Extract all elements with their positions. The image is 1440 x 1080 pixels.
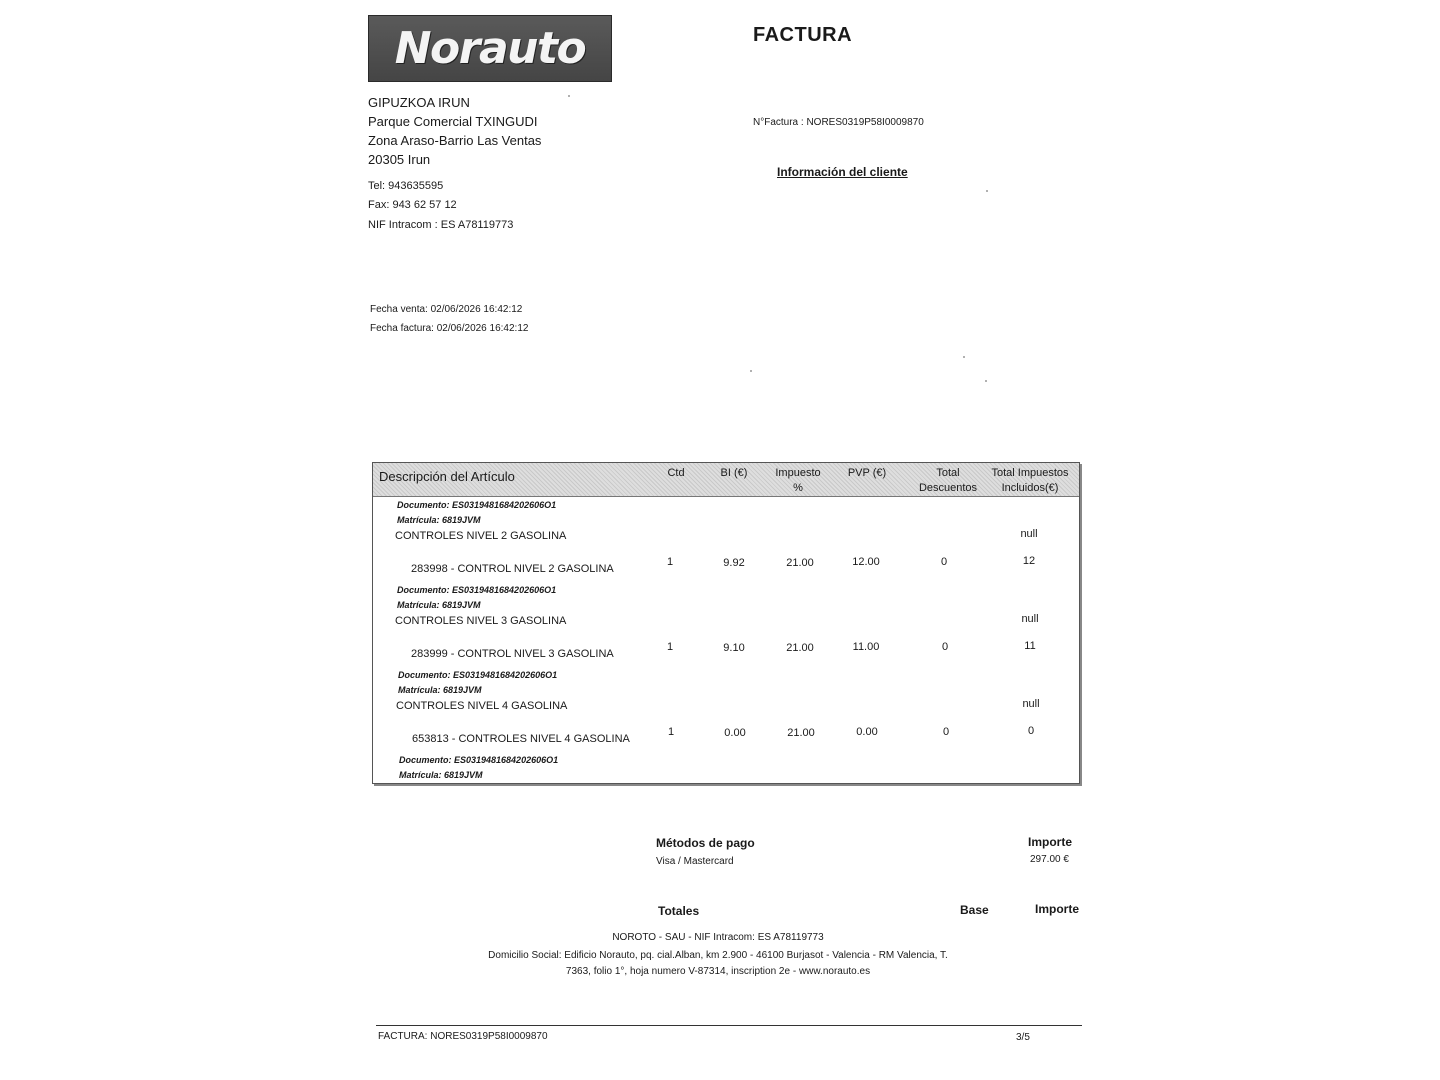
table-header [373, 463, 1079, 497]
store-fax: Fax: 943 62 57 12 [368, 199, 457, 211]
item-tax: 21.00 [786, 557, 814, 569]
footer-page: 3/5 [1016, 1032, 1030, 1043]
document-ref: Documento: ES0319481684202606O1 [399, 755, 559, 765]
totals-importe: Importe [1035, 902, 1080, 916]
company-registry: 7363, folio 1°, hoja numero V-87314, inscription 2e - www.norauto.es [565, 966, 871, 977]
header-total-line1: Total Impuestos [991, 467, 1069, 479]
item-qty: 1 [666, 641, 674, 653]
company-address: Domicilio Social: Edificio Norauto, pq. cial.Alban, km 2.900 - 46100 Burjasot - Valencia - RM Valencia, T. [488, 950, 948, 961]
item-bi: 9.92 [723, 557, 745, 569]
footer-divider [376, 1025, 1082, 1026]
store-tel: Tel: 943635595 [368, 180, 444, 192]
item-description: 653813 - CONTROLES NIVEL 4 GASOLINA [412, 733, 630, 745]
item-qty: 1 [666, 556, 674, 568]
payment-amount: 297.00 € [1030, 854, 1069, 865]
document-ref: Documento: ES0319481684202606O1 [397, 585, 557, 595]
header-discounts [911, 466, 985, 496]
totals-base: Base [960, 903, 989, 917]
item-total: 12 [1022, 555, 1036, 567]
payment-heading: Métodos de pago [656, 836, 755, 850]
logo-text: Norauto [394, 23, 586, 74]
norauto-logo [368, 15, 612, 82]
store-address-1: Parque Comercial TXINGUDI [368, 114, 538, 129]
store-postcode: 20305 Irun [368, 152, 431, 167]
group-name: CONTROLES NIVEL 3 GASOLINA [395, 615, 567, 627]
invoice-date: Fecha factura: 02/06/2026 16:42:12 [370, 323, 529, 334]
totals-heading: Totales [658, 904, 700, 918]
items-table [372, 462, 1080, 784]
document-ref: Documento: ES0319481684202606O1 [398, 670, 558, 680]
group-total: null [1022, 698, 1040, 710]
footer-invoice: FACTURA: NORES0319P58I0009870 [378, 1031, 548, 1042]
plate-ref: Matrícula: 6819JVM [398, 685, 482, 695]
header-total-line2: Incluidos(€) [1001, 482, 1059, 494]
item-pvp: 11.00 [852, 641, 880, 653]
client-info-heading: Información del cliente [777, 165, 908, 179]
group-total: null [1021, 613, 1039, 625]
header-total [985, 466, 1075, 496]
header-disc-line2: Descuentos [918, 482, 978, 494]
document-title: FACTURA [753, 24, 853, 46]
header-tax-line1: Impuesto [775, 467, 821, 479]
item-total: 0 [1027, 725, 1035, 737]
group-name: CONTROLES NIVEL 4 GASOLINA [396, 700, 568, 712]
item-description: 283999 - CONTROL NIVEL 3 GASOLINA [411, 648, 614, 660]
plate-ref: Matrícula: 6819JVM [397, 515, 481, 525]
item-tax: 21.00 [787, 727, 815, 739]
header-description: Descripción del Artículo [379, 469, 515, 484]
item-discount: 0 [942, 726, 950, 738]
item-discount: 0 [941, 641, 949, 653]
header-qty: Ctd [667, 467, 685, 479]
item-description: 283998 - CONTROL NIVEL 2 GASOLINA [411, 563, 614, 575]
item-pvp: 0.00 [856, 726, 878, 738]
company-nif: NOROTO - SAU - NIF Intracom: ES A78119773 [612, 932, 824, 943]
plate-ref: Matrícula: 6819JVM [399, 770, 483, 780]
header-pvp: PVP (€) [847, 467, 887, 479]
item-bi: 0.00 [724, 727, 746, 739]
item-discount: 0 [940, 556, 948, 568]
store-nif: NIF Intracom : ES A78119773 [368, 219, 514, 231]
item-tax: 21.00 [786, 642, 814, 654]
group-total: null [1020, 528, 1038, 540]
plate-ref: Matrícula: 6819JVM [397, 600, 481, 610]
payment-method: Visa / Mastercard [656, 856, 734, 867]
invoice-number: N°Factura : NORES0319P58I0009870 [753, 117, 924, 128]
amount-heading: Importe [1028, 835, 1073, 849]
item-pvp: 12.00 [852, 556, 880, 568]
header-tax [766, 466, 830, 496]
store-address-2: Zona Araso-Barrio Las Ventas [368, 133, 542, 148]
group-name: CONTROLES NIVEL 2 GASOLINA [395, 530, 567, 542]
header-tax-line2: % [793, 482, 803, 494]
document-ref: Documento: ES0319481684202606O1 [397, 500, 557, 510]
item-total: 11 [1024, 640, 1036, 652]
header-bi: BI (€) [720, 467, 748, 479]
item-qty: 1 [667, 726, 675, 738]
store-name: GIPUZKOA IRUN [368, 95, 470, 110]
item-bi: 9.10 [723, 642, 745, 654]
header-disc-line1: Total [936, 467, 960, 479]
sale-date: Fecha venta: 02/06/2026 16:42:12 [370, 304, 523, 315]
